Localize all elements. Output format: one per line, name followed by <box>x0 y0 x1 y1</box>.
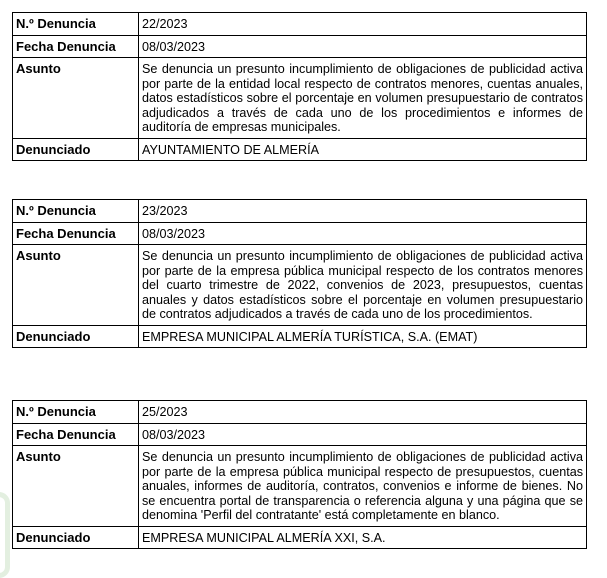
fecha-value: 08/03/2023 <box>139 222 587 245</box>
row-fecha <box>13 35 587 58</box>
asunto-label: Asunto <box>13 446 139 527</box>
asunto-label: Asunto <box>13 245 139 326</box>
fecha-value: 08/03/2023 <box>139 35 587 58</box>
row-asunto <box>13 58 587 139</box>
fecha-value: 08/03/2023 <box>139 423 587 446</box>
asunto-label: Asunto <box>13 58 139 139</box>
row-fecha <box>13 423 587 446</box>
denuncia-table-3 <box>12 400 587 549</box>
row-denunciado <box>13 138 587 161</box>
numero-label: N.º Denuncia <box>13 200 139 223</box>
row-numero <box>13 401 587 424</box>
numero-value: 22/2023 <box>139 13 587 36</box>
decorative-watermark-shape <box>0 492 10 578</box>
row-fecha <box>13 222 587 245</box>
row-numero <box>13 200 587 223</box>
asunto-value: Se denuncia un presunto incumplimiento de obligaciones de publicidad activa por parte de la empresa pública municipal respecto de presupuestos, cuentas anuales, informes de auditoría, contratos, convenios e informe de bienes. No se encuentra portal de transparencia o referencia alguna y una página que se denomina 'Perfil del contratante' está completamente en blanco. <box>139 446 587 527</box>
row-asunto <box>13 245 587 326</box>
denuncia-table-2 <box>12 199 587 348</box>
fecha-label: Fecha Denuncia <box>13 35 139 58</box>
denuncia-table-1 <box>12 12 587 161</box>
denunciado-label: Denunciado <box>13 325 139 348</box>
denunciado-value: EMPRESA MUNICIPAL ALMERÍA TURÍSTICA, S.A. (EMAT) <box>139 325 587 348</box>
numero-value: 23/2023 <box>139 200 587 223</box>
fecha-label: Fecha Denuncia <box>13 222 139 245</box>
numero-value: 25/2023 <box>139 401 587 424</box>
row-asunto <box>13 446 587 527</box>
fecha-label: Fecha Denuncia <box>13 423 139 446</box>
denunciado-label: Denunciado <box>13 138 139 161</box>
denunciado-value: AYUNTAMIENTO DE ALMERÍA <box>139 138 587 161</box>
denunciado-label: Denunciado <box>13 526 139 549</box>
numero-label: N.º Denuncia <box>13 13 139 36</box>
row-numero <box>13 13 587 36</box>
row-denunciado <box>13 526 587 549</box>
asunto-value: Se denuncia un presunto incumplimiento de obligaciones de publicidad activa por parte de la entidad local respecto de contratos menores, cuentas anuales, datos estadísticos sobre el porcentaje en volumen presupuestario de contratos adjudicados a través de cada uno de los procedimientos e informes de auditoría de empresas municipales. <box>139 58 587 139</box>
numero-label: N.º Denuncia <box>13 401 139 424</box>
asunto-value: Se denuncia un presunto incumplimiento de obligaciones de publicidad activa por parte de la empresa pública municipal respecto de los contratos menores del cuarto trimestre de 2022, convenios de 2023, presupuestos, cuentas anuales y datos estadísticos sobre el porcentaje en volumen presupuestario de contratos adjudicados a través de cada uno de los procedimientos. <box>139 245 587 326</box>
row-denunciado <box>13 325 587 348</box>
denunciado-value: EMPRESA MUNICIPAL ALMERÍA XXI, S.A. <box>139 526 587 549</box>
